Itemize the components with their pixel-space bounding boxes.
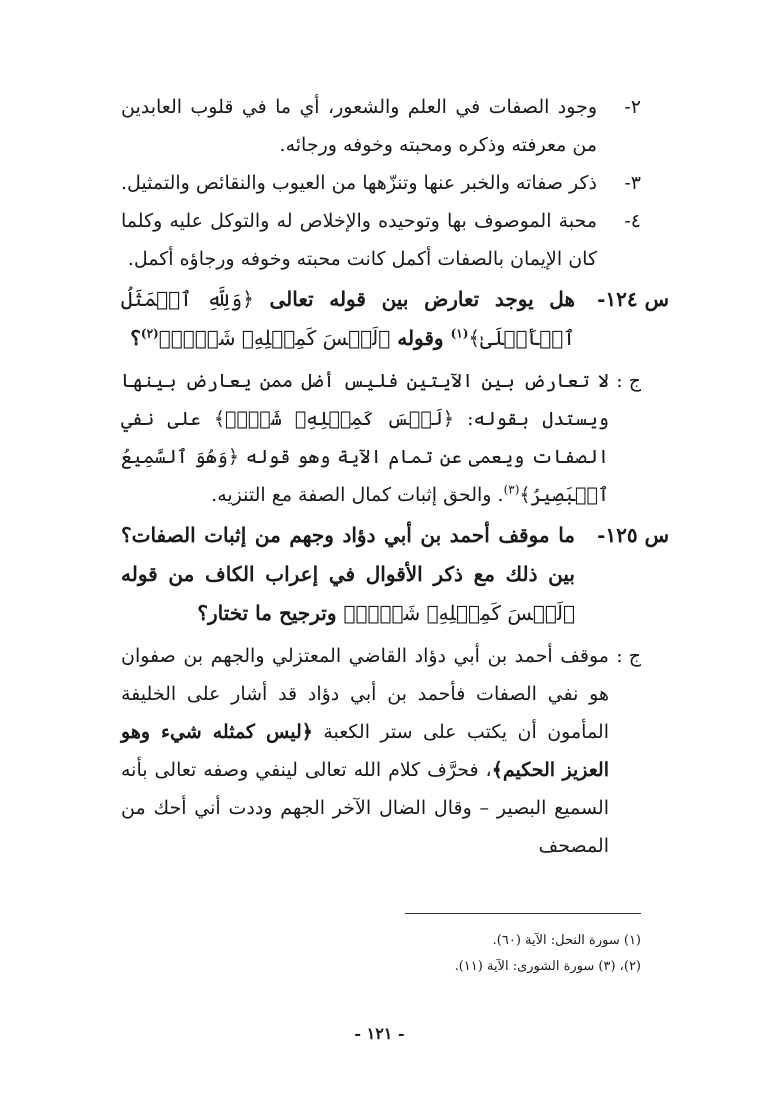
page-number: - ١٢١ - <box>354 1024 405 1043</box>
question-text-part: وقوله <box>397 326 444 350</box>
answer-text-part: موقف أحمد بن أبي دؤاد القاضي المعتزلي والجهم بن صفوان هو نفي الصفات فأحمد بن أبي دؤاد قد أشار على الخليفة المأمون أن يكتب على ستر الكعبة <box>121 645 610 743</box>
answer-text-part: على نفي الصفات ويعمى عن تمام الآية وهو قوله <box>121 408 609 468</box>
item-text: محبة الموصوف بها وتوحيده والإخلاص له والتوكل عليه وكلما كان الإيمان بالصفات أكمل كانت محبته وخوفه ورجاؤه أكمل. <box>121 210 597 270</box>
footnotes <box>121 928 641 980</box>
footnote-ref: (١) <box>450 326 469 341</box>
question-125 <box>121 516 669 633</box>
item-number: ٤- <box>624 210 641 232</box>
answer-text-part: . والحق إثبات كمال الصفة مع التنزيه. <box>211 484 504 506</box>
answer-label: ج : <box>616 370 641 392</box>
quran-verse: ﴿وَهُوَ ٱلسَّمِيعُ ٱلۡبَصِيرُ﴾ <box>121 446 609 506</box>
footnote-ref: (٢) <box>140 326 159 341</box>
quran-verse: ﴿لَيۡسَ كَمِثۡلِهِۦ شَيۡءٞ﴾ <box>343 601 575 625</box>
main-text <box>120 88 669 865</box>
question-124 <box>121 280 669 358</box>
question-text-part: ما موقف أحمد بن أبي دؤاد وجهم من إثبات الصفات؟ بين ذلك مع ذكر الأقوال في إعراب الكاف من قوله <box>121 523 575 586</box>
question-text <box>121 516 575 633</box>
quran-verse: ﴿ليس كمثله شيء وهو العزيز الحكيم﴾ <box>121 721 609 781</box>
answer-text <box>121 637 609 865</box>
item-number: ٣- <box>624 172 641 194</box>
answer-text <box>121 362 609 514</box>
answer-125 <box>121 637 641 865</box>
question-text-part: وترجيح ما تختار؟ <box>197 601 337 625</box>
item-text: ذكر صفاته والخبر عنها وتنزّهها من العيوب والنقائص والتمثيل. <box>120 172 597 194</box>
footnote: (١) سورة النحل: الآية (٦٠). <box>492 933 641 948</box>
footnote-ref: (٣) <box>503 482 520 497</box>
list-item <box>121 164 641 202</box>
list-item <box>121 88 641 164</box>
question-mark: ؟ <box>130 326 141 350</box>
item-number: ٢- <box>624 96 641 118</box>
footnote: (٢)، (٣) سورة الشورى: الآية (١١). <box>454 959 641 974</box>
answer-124 <box>121 362 641 514</box>
quran-verse: ﴿لَيۡسَ كَمِثۡلِهِۦ شَيۡءٞ﴾ <box>213 408 454 430</box>
question-number: س ١٢٤- <box>597 287 669 311</box>
question-text <box>121 280 575 358</box>
answer-text-part: ، فحرَّف كلام الله تعالى لينفي وصفه تعالى بأنه السميع البصير – وقال الضال الآخر الجهم وددت أني أحك من المصحف <box>121 759 609 857</box>
answer-text-part: لا تعارض بين الآيتين فليس أضل ممن يعارض بينها ويستدل بقوله: <box>121 370 609 430</box>
footnote-divider <box>405 913 641 914</box>
question-text-part: هل يوجد تعارض بين قوله تعالى <box>269 287 575 311</box>
list-item <box>121 202 641 278</box>
quran-verse: ﴿لَيۡسَ كَمِثۡلِهِۦ شَيۡءٞ﴾ <box>158 326 391 350</box>
answer-label: ج : <box>616 645 641 667</box>
question-number: س ١٢٥- <box>597 523 669 547</box>
quran-verse: ﴿وَلِلَّهِ ٱلۡمَثَلُ ٱلۡأَعۡلَىٰ﴾ <box>121 287 575 350</box>
item-text: وجود الصفات في العلم والشعور، أي ما في قلوب العابدين من معرفته وذكره ومحبته وخوفه ورجائه. <box>121 96 597 156</box>
